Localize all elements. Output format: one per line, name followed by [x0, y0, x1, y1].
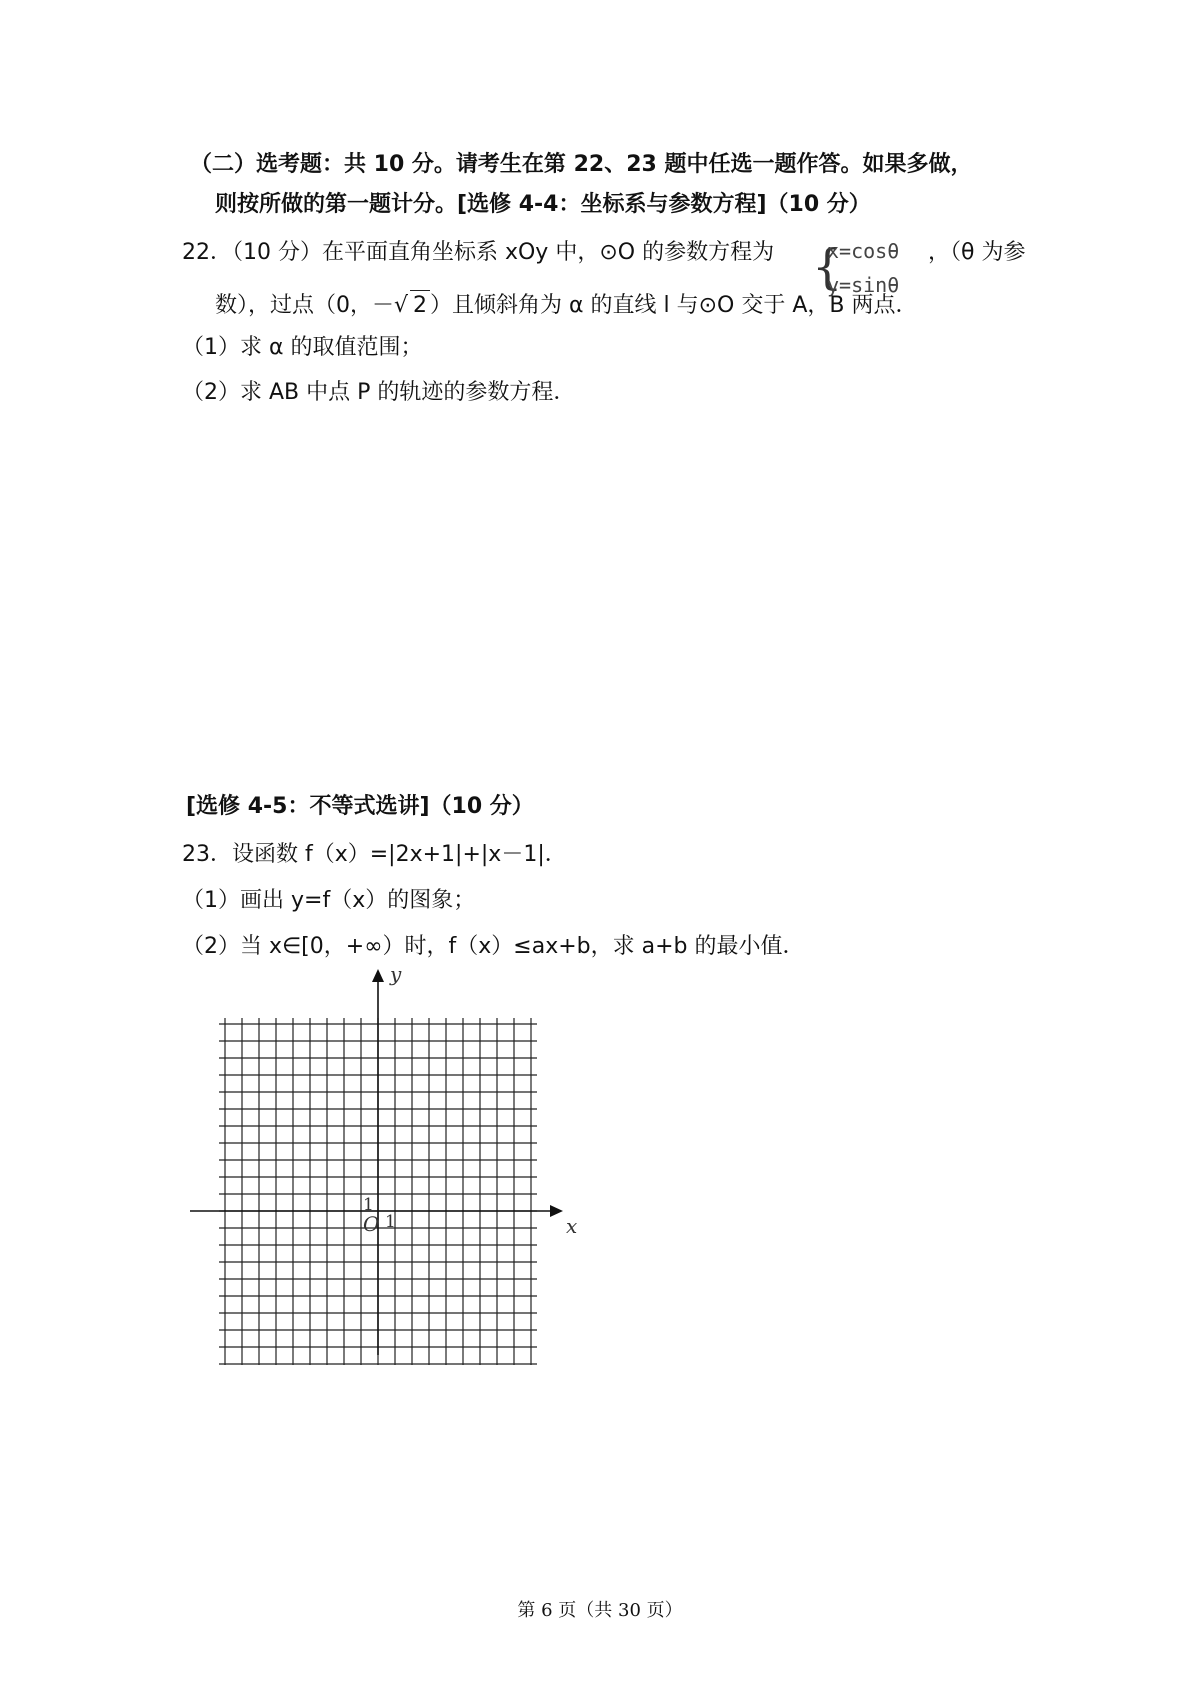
q22-line2-end: ）且倾斜角为 α 的直线 l 与⊙O 交于 A，B 两点．: [430, 293, 918, 318]
x-axis-arrow-icon: [550, 1205, 563, 1217]
x-axis-label: x: [566, 1214, 578, 1238]
section2-header: [选修 4-5：不等式选讲]（10 分）: [186, 794, 534, 819]
q22-tail: ，（θ 为参: [928, 240, 1026, 265]
origin-label: O: [363, 1212, 380, 1236]
y-axis-label: y: [390, 965, 402, 986]
q23-part1: （1）画出 y=f（x）的图象；: [182, 888, 476, 913]
q22-part1: （1）求 α 的取值范围；: [182, 335, 423, 360]
q22-line2: [215, 290, 918, 321]
q22-line2-start: 数），过点（0，－: [215, 293, 394, 318]
section-header-line2: 则按所做的第一题计分。[选修 4-4：坐标系与参数方程]（10 分）: [215, 192, 871, 217]
sqrt-sign: √: [394, 293, 409, 318]
q23-part2: （2）当 x∈[0，+∞）时，f（x）≤ax+b，求 a+b 的最小值．: [182, 934, 805, 959]
y-unit-label: 1: [363, 1195, 374, 1215]
x-unit-label: 1: [385, 1212, 396, 1232]
q22-part2: （2）求 AB 中点 P 的轨迹的参数方程．: [182, 380, 576, 405]
param-eq-x: x=cosθ: [827, 239, 900, 263]
section-header-line1: （二）选考题：共 10 分。请考生在第 22、23 题中任选一题作答。如果多做，: [190, 152, 973, 177]
param-eq-y: y=sinθ: [827, 273, 900, 297]
q22-head: 22．（10 分）在平面直角坐标系 xOy 中，⊙O 的参数方程为: [182, 240, 775, 265]
page-footer: 第 6 页（共 30 页）: [517, 1600, 683, 1621]
sqrt-radicand: 2: [410, 290, 430, 321]
q23-head: 23．设函数 f（x）=|2x+1|+|x－1|．: [182, 842, 567, 867]
coordinate-grid: [180, 965, 600, 1365]
brace-symbol: {: [812, 239, 843, 295]
axes: [190, 969, 563, 1355]
y-axis-arrow-icon: [372, 969, 384, 982]
